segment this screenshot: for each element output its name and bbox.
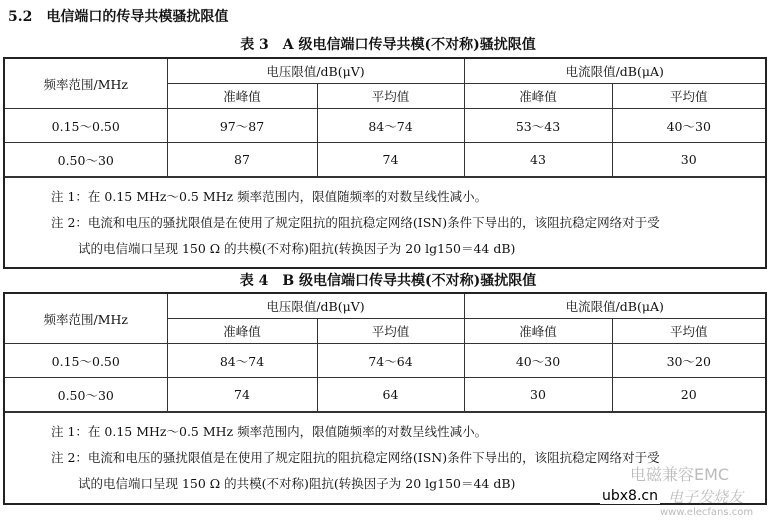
watermark-brand: 电子发烧友 bbox=[668, 488, 744, 506]
table-3-title: 表 3 A 级电信端口传导共模(不对称)骚扰限值 bbox=[240, 37, 536, 53]
cell: 53～43 bbox=[464, 109, 612, 143]
table-row bbox=[5, 143, 765, 177]
header-avg: 平均值 bbox=[317, 84, 464, 109]
note-1: 注 1：在 0.15 MHz～0.5 MHz 频率范围内，限值随频率的对数呈线性减小。 bbox=[51, 424, 488, 439]
header-frequency: 频率范围/MHz bbox=[5, 294, 167, 344]
cell: 87 bbox=[167, 143, 317, 177]
cell: 0.15～0.50 bbox=[5, 344, 167, 378]
watermark-wechat: 电磁兼容EMC bbox=[630, 465, 730, 484]
cell: 0.50～30 bbox=[5, 378, 167, 412]
cell: 30～20 bbox=[612, 344, 765, 378]
note-2: 注 2：电流和电压的骚扰限值是在使用了规定阻抗的阻抗稳定网络(ISN)条件下导出的，该阻抗稳定网络对于受 bbox=[51, 450, 660, 465]
header-frequency: 频率范围/MHz bbox=[5, 59, 167, 109]
table-notes bbox=[5, 177, 765, 268]
cell: 74 bbox=[167, 378, 317, 412]
cell: 84～74 bbox=[167, 344, 317, 378]
watermark-site1: ubx8.cn bbox=[602, 488, 658, 504]
cell: 30 bbox=[612, 143, 765, 177]
header-qp: 准峰值 bbox=[167, 84, 317, 109]
cell: 97～87 bbox=[167, 109, 317, 143]
cell: 74～64 bbox=[317, 344, 464, 378]
cell: 74 bbox=[317, 143, 464, 177]
header-voltage: 电压限值/dB(μV) bbox=[167, 294, 464, 319]
table-row bbox=[5, 344, 765, 378]
table-row bbox=[5, 109, 765, 143]
header-avg: 平均值 bbox=[612, 84, 765, 109]
header-qp: 准峰值 bbox=[167, 319, 317, 344]
cell: 20 bbox=[612, 378, 765, 412]
header-current: 电流限值/dB(μA) bbox=[464, 294, 765, 319]
table-row bbox=[5, 378, 765, 412]
table-4-title: 表 4 B 级电信端口传导共模(不对称)骚扰限值 bbox=[239, 273, 537, 289]
header-qp: 准峰值 bbox=[464, 319, 612, 344]
note-2-cont: 试的电信端口呈现 150 Ω 的共模(不对称)阻抗(转换因子为 20 lg150＝44 dB) bbox=[78, 476, 516, 491]
section-heading: 5.2 电信端口的传导共模骚扰限值 bbox=[8, 9, 229, 25]
cell: 0.15～0.50 bbox=[5, 109, 167, 143]
header-avg: 平均值 bbox=[317, 319, 464, 344]
cell: 84～74 bbox=[317, 109, 464, 143]
cell: 30 bbox=[464, 378, 612, 412]
header-current: 电流限值/dB(μA) bbox=[464, 59, 765, 84]
cell: 64 bbox=[317, 378, 464, 412]
table-3 bbox=[3, 57, 767, 269]
cell: 40～30 bbox=[464, 344, 612, 378]
cell: 40～30 bbox=[612, 109, 765, 143]
cell: 0.50～30 bbox=[5, 143, 167, 177]
cell: 43 bbox=[464, 143, 612, 177]
header-voltage: 电压限值/dB(μV) bbox=[167, 59, 464, 84]
note-1: 注 1：在 0.15 MHz～0.5 MHz 频率范围内，限值随频率的对数呈线性减小。 bbox=[51, 189, 488, 204]
header-qp: 准峰值 bbox=[464, 84, 612, 109]
header-avg: 平均值 bbox=[612, 319, 765, 344]
watermark-site2: www.elecfans.com bbox=[660, 507, 754, 518]
note-2-cont: 试的电信端口呈现 150 Ω 的共模(不对称)阻抗(转换因子为 20 lg150＝44 dB) bbox=[78, 241, 516, 256]
note-2: 注 2：电流和电压的骚扰限值是在使用了规定阻抗的阻抗稳定网络(ISN)条件下导出的，该阻抗稳定网络对于受 bbox=[51, 215, 660, 230]
